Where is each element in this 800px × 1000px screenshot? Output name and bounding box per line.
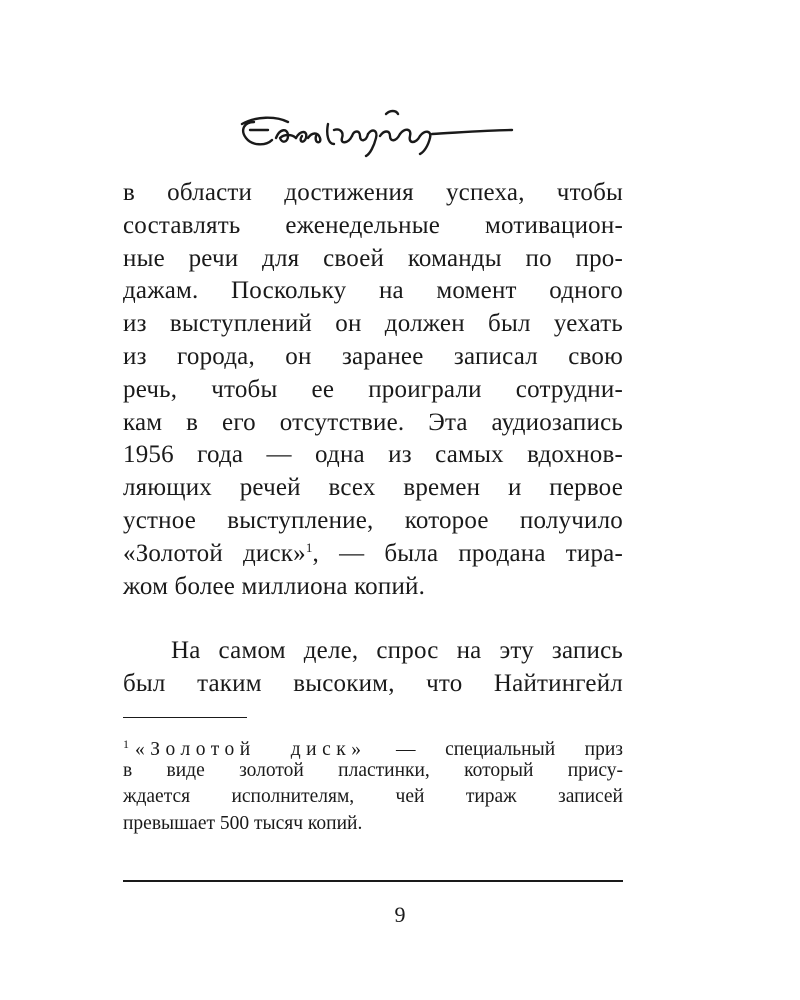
paragraph-gap — [123, 603, 623, 635]
footnote-line: в виде золотой пластинки, который прису- — [123, 759, 623, 781]
footnote-number: 1 — [123, 737, 129, 751]
footnote-reference: 1 — [305, 539, 313, 555]
text-line: дажам. Поскольку на момент одного — [123, 277, 623, 305]
text-fragment: — специальный приз — [366, 739, 624, 760]
footnote-line: ждается исполнителям, чей тираж записей — [123, 786, 623, 807]
text-line: речь, чтобы ее проиграли сотрудни- — [123, 375, 623, 403]
page-footer-divider — [123, 880, 623, 882]
text-line-with-footnote-ref — [123, 538, 623, 571]
text-line: составлять еженедельные мотивацион- — [123, 211, 623, 239]
text-line: из города, он заранее записал свою — [123, 342, 623, 370]
text-fragment: , — была продана тира- — [312, 539, 623, 567]
text-line: ные речи для своей команды по про- — [123, 244, 623, 272]
text-line: устное выступление, которое получило — [123, 506, 623, 534]
text-line: в области достижения успеха, чтобы — [123, 179, 623, 206]
text-line: На самом деле, спрос на эту запись — [171, 637, 623, 665]
text-line: ляющих речей всех времен и первое — [123, 474, 623, 502]
paragraph — [123, 177, 623, 603]
text-line: 1956 года — одна из самых вдохнов- — [123, 441, 623, 469]
footnote — [123, 731, 623, 837]
author-signature — [236, 100, 516, 160]
text-line: жом более миллиона копий. — [123, 572, 426, 600]
paragraph — [123, 635, 623, 701]
footnote-divider — [123, 717, 247, 718]
text-line: кам в его отсутствие. Эта аудиозапись — [123, 408, 623, 436]
text-line: из выступлений он должен был уехать — [123, 310, 623, 338]
footnote-line — [123, 731, 623, 758]
page-number: 9 — [394, 902, 406, 927]
main-text — [123, 177, 623, 701]
footnote-term: «Золотой диск» — [135, 739, 367, 760]
footnote-line: превышает 500 тысяч копий. — [123, 812, 363, 834]
text-line: был таким высоким, что Найтингейл — [123, 670, 623, 698]
text-fragment: «Золотой диск» — [123, 539, 306, 567]
